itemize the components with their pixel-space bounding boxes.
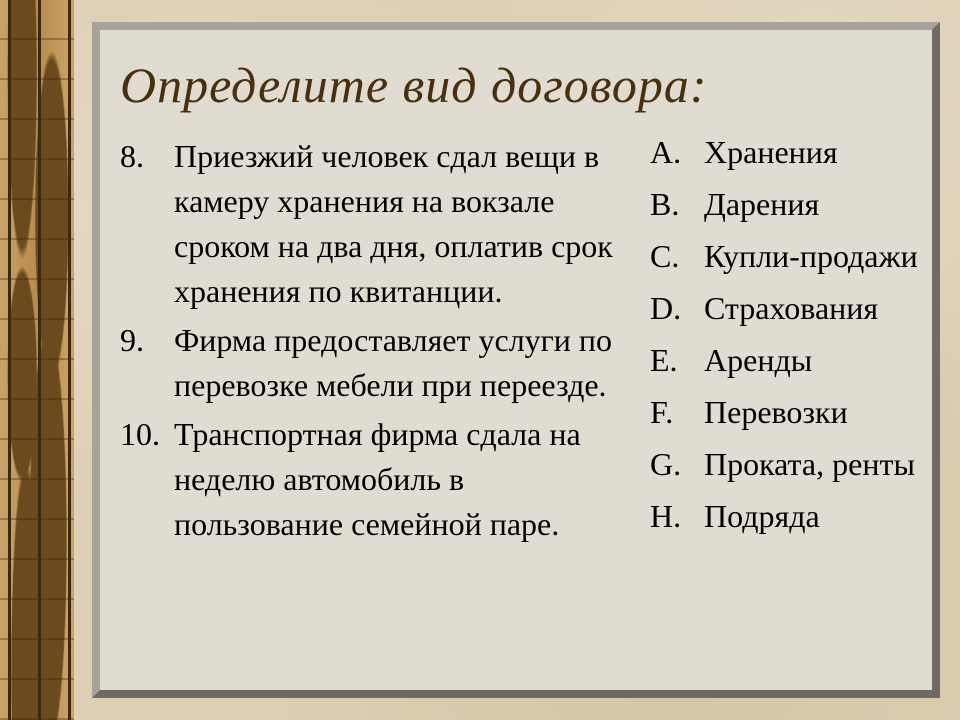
answer-text: Подряда: [704, 498, 820, 534]
answer-item: [650, 440, 930, 489]
answer-letter: D.: [650, 290, 682, 326]
answer-letter: G.: [650, 446, 682, 482]
answer-text: Страхования: [704, 290, 879, 326]
strip-line: [8, 0, 11, 720]
answer-item: [650, 388, 930, 437]
answer-text: Перевозки: [704, 394, 848, 430]
answer-letter: H.: [650, 498, 682, 534]
decorative-border-strip: [0, 0, 74, 720]
answer-letter: B.: [650, 186, 680, 222]
question-number: 8.: [120, 138, 144, 174]
answer-letter: F.: [650, 394, 674, 430]
answer-text: Хранения: [704, 134, 838, 170]
question-list: [120, 134, 620, 551]
answer-letter: E.: [650, 342, 678, 378]
answer-item: [650, 284, 930, 333]
slide-title: Определите вид договора:: [120, 57, 708, 113]
answer-item: [650, 492, 930, 541]
question-item: [120, 412, 620, 547]
answer-text: Проката, ренты: [704, 446, 915, 482]
question-text: Приезжий человек сдал вещи в камеру хранения на вокзале сроком на два дня, оплатив срок хранения по квитанции.: [174, 138, 613, 309]
answer-item: [650, 336, 930, 385]
question-number: 10.: [120, 416, 160, 452]
answer-letter: C.: [650, 238, 680, 274]
answer-letter: A.: [650, 134, 682, 170]
question-text: Транспортная фирма сдала на неделю автомобиль в пользование семейной паре.: [174, 416, 581, 542]
strip-line: [38, 0, 41, 720]
question-number: 9.: [120, 322, 144, 358]
strip-line: [68, 0, 71, 720]
answer-item: [650, 180, 930, 229]
question-text: Фирма предоставляет услуги по перевозке мебели при переезде.: [174, 322, 613, 403]
answer-item: [650, 232, 930, 281]
answer-list: [650, 128, 930, 544]
question-item: [120, 318, 620, 408]
answer-text: Аренды: [704, 342, 813, 378]
answer-text: Дарения: [704, 186, 820, 222]
question-item: [120, 134, 620, 314]
answer-item: [650, 128, 930, 177]
answer-text: Купли-продажи: [704, 238, 918, 274]
